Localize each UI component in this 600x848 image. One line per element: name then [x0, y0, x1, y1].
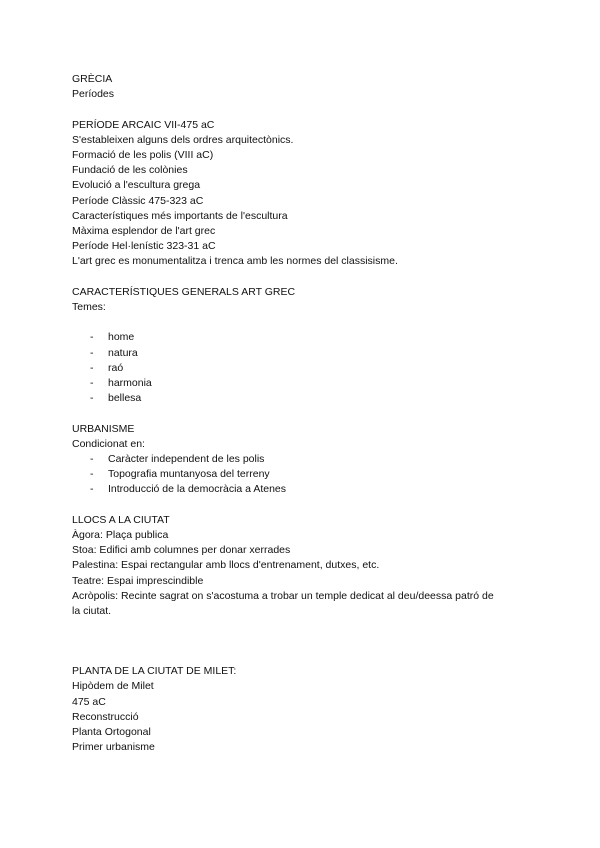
dash-bullet: - — [90, 377, 94, 390]
periods-section — [72, 118, 532, 270]
dash-bullet: - — [90, 483, 94, 496]
miletus-line: Hipòdem de Milet — [72, 680, 154, 693]
list-item — [72, 346, 532, 361]
spacer — [72, 619, 532, 664]
dash-bullet: - — [90, 453, 94, 466]
list-item-text: Introducció de la democràcia a Atenes — [108, 483, 287, 496]
spacer — [72, 315, 532, 330]
places-line: Teatre: Espai imprescindible — [72, 574, 204, 587]
places-line: la ciutat. — [72, 605, 112, 618]
miletus-line: Reconstrucció — [72, 710, 139, 723]
places-line: Acròpolis: Recinte sagrat on s'acostuma a trobar un temple dedicat al deu/deessa patró de — [72, 589, 494, 602]
miletus-line: 475 aC — [72, 695, 106, 708]
list-item — [72, 376, 532, 391]
list-item — [72, 482, 532, 497]
periods-heading: PERÍODE ARCAIC VII-475 aC — [72, 118, 215, 131]
periods-line: Fundació de les colònies — [72, 164, 188, 177]
places-line: Stoa: Edifici amb columnes per donar xerrades — [72, 544, 291, 557]
spacer — [72, 498, 532, 513]
list-item-text: raó — [108, 361, 124, 374]
spacer — [72, 102, 532, 117]
periods-line: Període Hel·lenístic 323-31 aC — [72, 240, 216, 253]
periods-line: Característiques més importants de l'escultura — [72, 209, 288, 222]
miletus-section — [72, 664, 532, 755]
dash-bullet: - — [90, 331, 94, 344]
periods-line: S'estableixen alguns dels ordres arquitectònics. — [72, 133, 294, 146]
list-item — [72, 452, 532, 467]
periods-line: Període Clàssic 475-323 aC — [72, 194, 204, 207]
miletus-line: Planta Ortogonal — [72, 726, 151, 739]
list-item-text: home — [108, 331, 135, 344]
list-item — [72, 391, 532, 406]
characteristics-label: Temes: — [72, 301, 106, 314]
spacer — [72, 270, 532, 285]
urbanism-heading: URBANISME — [72, 422, 135, 435]
doc-subtitle: Períodes — [72, 88, 115, 101]
miletus-line: Primer urbanisme — [72, 741, 155, 754]
periods-line: Evolució a l'escultura grega — [72, 179, 201, 192]
periods-line: L'art grec es monumentalitza i trenca amb les normes del classisisme. — [72, 255, 398, 268]
list-item-text: bellesa — [108, 392, 142, 405]
places-line: Palestina: Espai rectangular amb llocs d'entrenament, dutxes, etc. — [72, 559, 380, 572]
list-item-text: harmonia — [108, 377, 152, 390]
themes-list — [72, 330, 532, 406]
list-item — [72, 330, 532, 345]
places-heading: LLOCS A LA CIUTAT — [72, 513, 170, 526]
conditions-list — [72, 452, 532, 498]
dash-bullet: - — [90, 468, 94, 481]
urbanism-label: Condicionat en: — [72, 437, 145, 450]
places-line: Àgora: Plaça publica — [72, 529, 169, 542]
dash-bullet: - — [90, 361, 94, 374]
list-item-text: Topografia muntanyosa del terreny — [108, 468, 270, 481]
list-item-text: Caràcter independent de les polis — [108, 453, 265, 466]
dash-bullet: - — [90, 392, 94, 405]
list-item — [72, 361, 532, 376]
miletus-heading: PLANTA DE LA CIUTAT DE MILET: — [72, 665, 237, 678]
characteristics-heading: CARACTERÍSTIQUES GENERALS ART GREC — [72, 285, 296, 298]
doc-title: GRÈCIA — [72, 73, 113, 85]
document-body — [72, 72, 532, 755]
dash-bullet: - — [90, 346, 94, 359]
list-item-text: natura — [108, 346, 138, 359]
periods-line: Formació de les polis (VIII aC) — [72, 149, 214, 161]
periods-line: Màxima esplendor de l'art grec — [72, 225, 216, 238]
places-section — [72, 513, 532, 619]
urbanism-section — [72, 422, 532, 498]
spacer — [72, 406, 532, 421]
characteristics-section — [72, 285, 532, 407]
list-item — [72, 467, 532, 482]
